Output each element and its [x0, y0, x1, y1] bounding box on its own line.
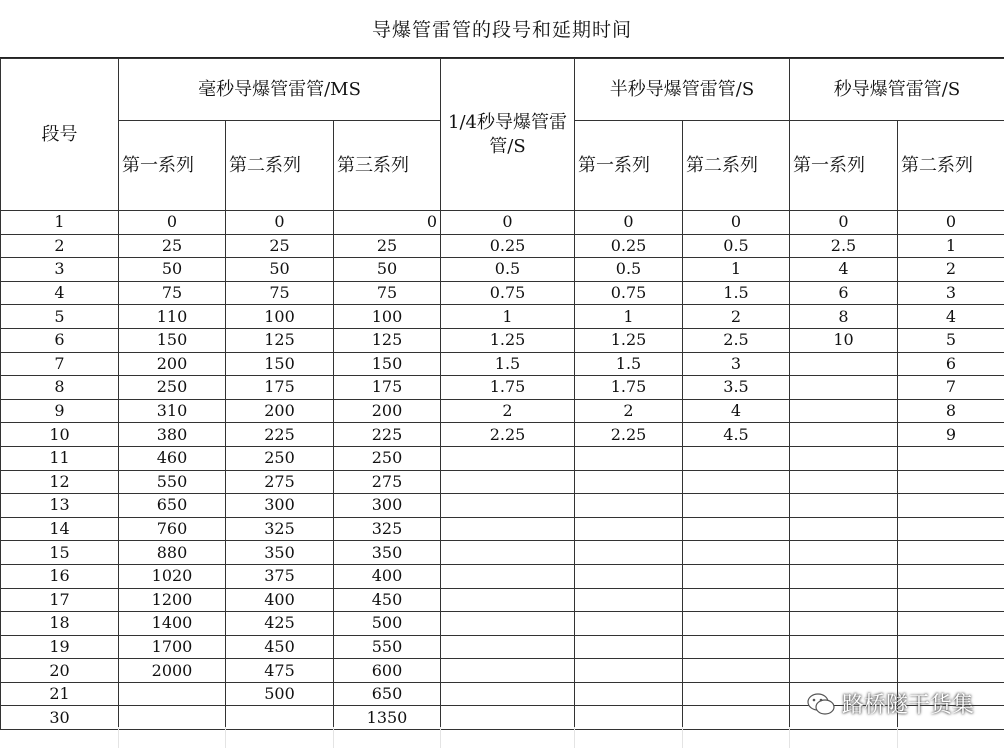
- cell-segment: 9: [1, 399, 119, 423]
- cell-half-series1: 2.25: [575, 423, 683, 447]
- cell-ms-series3: 75: [334, 281, 441, 305]
- cell-half-series1: [575, 682, 683, 706]
- table-row: [1, 612, 1004, 636]
- cell-ms-series1: 1020: [119, 564, 226, 588]
- header-half-series2: 第二系列: [683, 121, 790, 211]
- cell-ms-series3: 600: [334, 659, 441, 683]
- cell-half-series2: 4.5: [683, 423, 790, 447]
- cell-segment: 11: [1, 446, 119, 470]
- table-row: [1, 399, 1004, 423]
- header-ms-series3: 第三系列: [334, 121, 441, 211]
- cell-quarter-second: 2.25: [441, 423, 575, 447]
- cell-ms-series1: 150: [119, 328, 226, 352]
- cell-quarter-second: [441, 541, 575, 565]
- cell-ms-series3: 250: [334, 446, 441, 470]
- table-row: [1, 541, 1004, 565]
- cell-half-series1: [575, 659, 683, 683]
- cell-quarter-second: [441, 659, 575, 683]
- cell-ms-series2: 500: [226, 682, 334, 706]
- cell-s-series2: [898, 517, 1004, 541]
- cell-ms-series2: 50: [226, 258, 334, 282]
- cell-ms-series3: 1350: [334, 706, 441, 730]
- cell-half-series2: 4: [683, 399, 790, 423]
- cell-s-series1: [790, 423, 898, 447]
- cell-s-series2: 2: [898, 258, 1004, 282]
- cell-ms-series1: [119, 682, 226, 706]
- cell-half-series2: [683, 564, 790, 588]
- cell-half-series1: 0.75: [575, 281, 683, 305]
- cell-ms-series3: 200: [334, 399, 441, 423]
- cell-half-series1: 1.25: [575, 328, 683, 352]
- cell-ms-series2: 425: [226, 612, 334, 636]
- cell-quarter-second: [441, 470, 575, 494]
- cell-segment: 4: [1, 281, 119, 305]
- cell-half-series1: [575, 635, 683, 659]
- header-segment: 段号: [1, 59, 119, 211]
- cell-half-series2: 0: [683, 211, 790, 235]
- cell-half-series1: 1.5: [575, 352, 683, 376]
- cell-segment: 21: [1, 682, 119, 706]
- cell-quarter-second: [441, 588, 575, 612]
- cell-half-series1: 1.75: [575, 376, 683, 400]
- cell-segment: 20: [1, 659, 119, 683]
- cell-s-series2: [898, 446, 1004, 470]
- cell-segment: 1: [1, 211, 119, 235]
- cell-half-series2: [683, 541, 790, 565]
- cell-ms-series2: 350: [226, 541, 334, 565]
- cell-s-series2: [898, 659, 1004, 683]
- cell-segment: 13: [1, 494, 119, 518]
- cell-half-series2: 3.5: [683, 376, 790, 400]
- cell-s-series2: [898, 470, 1004, 494]
- cell-ms-series1: 110: [119, 305, 226, 329]
- cell-s-series2: 9: [898, 423, 1004, 447]
- cell-s-series1: [790, 612, 898, 636]
- cell-ms-series1: 75: [119, 281, 226, 305]
- header-quarter-second: 1/4秒导爆管雷管/S: [441, 59, 575, 211]
- cell-ms-series2: 125: [226, 328, 334, 352]
- cell-s-series2: 3: [898, 281, 1004, 305]
- cell-ms-series3: 325: [334, 517, 441, 541]
- cell-ms-series1: 1200: [119, 588, 226, 612]
- cell-half-series2: [683, 470, 790, 494]
- cell-s-series2: [898, 564, 1004, 588]
- cell-half-series1: 1: [575, 305, 683, 329]
- table-row: [1, 328, 1004, 352]
- cell-ms-series3: 400: [334, 564, 441, 588]
- cell-s-series2: 0: [898, 211, 1004, 235]
- cell-quarter-second: 2: [441, 399, 575, 423]
- header-s-series2: 第二系列: [898, 121, 1004, 211]
- cell-ms-series3: 550: [334, 635, 441, 659]
- table-row: [1, 352, 1004, 376]
- cell-half-series1: 2: [575, 399, 683, 423]
- cell-ms-series2: 175: [226, 376, 334, 400]
- cell-half-series2: 2: [683, 305, 790, 329]
- cell-half-series1: [575, 564, 683, 588]
- delay-table: [0, 58, 1004, 730]
- cell-ms-series2: 0: [226, 211, 334, 235]
- cell-half-series2: 3: [683, 352, 790, 376]
- cell-segment: 18: [1, 612, 119, 636]
- cell-s-series1: 8: [790, 305, 898, 329]
- cell-half-series1: [575, 494, 683, 518]
- cell-half-series1: 0.5: [575, 258, 683, 282]
- cell-ms-series1: 550: [119, 470, 226, 494]
- cell-s-series2: 8: [898, 399, 1004, 423]
- table-row: [1, 564, 1004, 588]
- empty-row-gridlines: [0, 727, 1004, 748]
- cell-ms-series2: 225: [226, 423, 334, 447]
- cell-half-series2: [683, 494, 790, 518]
- cell-ms-series3: 100: [334, 305, 441, 329]
- cell-s-series1: 4: [790, 258, 898, 282]
- cell-s-series2: [898, 541, 1004, 565]
- cell-ms-series2: 450: [226, 635, 334, 659]
- cell-ms-series3: 0: [334, 211, 441, 235]
- cell-quarter-second: 0.25: [441, 234, 575, 258]
- cell-half-series2: [683, 612, 790, 636]
- cell-ms-series3: 150: [334, 352, 441, 376]
- table-row: [1, 494, 1004, 518]
- cell-s-series1: 10: [790, 328, 898, 352]
- cell-half-series2: [683, 682, 790, 706]
- cell-segment: 5: [1, 305, 119, 329]
- cell-ms-series3: 500: [334, 612, 441, 636]
- cell-half-series1: [575, 541, 683, 565]
- cell-ms-series2: 25: [226, 234, 334, 258]
- table-row: [1, 258, 1004, 282]
- cell-ms-series1: 880: [119, 541, 226, 565]
- cell-segment: 19: [1, 635, 119, 659]
- cell-quarter-second: [441, 612, 575, 636]
- cell-ms-series3: 275: [334, 470, 441, 494]
- cell-s-series2: 7: [898, 376, 1004, 400]
- cell-s-series1: [790, 588, 898, 612]
- table-row: [1, 423, 1004, 447]
- cell-ms-series2: 275: [226, 470, 334, 494]
- cell-segment: 3: [1, 258, 119, 282]
- cell-segment: 7: [1, 352, 119, 376]
- cell-quarter-second: 0: [441, 211, 575, 235]
- cell-quarter-second: [441, 494, 575, 518]
- cell-segment: 6: [1, 328, 119, 352]
- cell-half-series1: [575, 588, 683, 612]
- header-s-series1: 第一系列: [790, 121, 898, 211]
- table-row: [1, 659, 1004, 683]
- cell-half-series1: [575, 517, 683, 541]
- watermark: [806, 688, 974, 719]
- cell-ms-series3: 350: [334, 541, 441, 565]
- table-row: [1, 635, 1004, 659]
- page-title: 导爆管雷管的段号和延期时间: [0, 0, 1004, 58]
- cell-s-series2: 1: [898, 234, 1004, 258]
- cell-quarter-second: 1: [441, 305, 575, 329]
- cell-ms-series1: 460: [119, 446, 226, 470]
- cell-half-series2: 2.5: [683, 328, 790, 352]
- cell-ms-series3: 175: [334, 376, 441, 400]
- cell-ms-series1: 25: [119, 234, 226, 258]
- table-row: [1, 376, 1004, 400]
- cell-segment: 14: [1, 517, 119, 541]
- header-half-series1: 第一系列: [575, 121, 683, 211]
- cell-half-series1: [575, 470, 683, 494]
- cell-s-series1: 0: [790, 211, 898, 235]
- header-second-group: 秒导爆管雷管/S: [790, 59, 1004, 121]
- cell-quarter-second: 0.75: [441, 281, 575, 305]
- watermark-text: 路桥隧干货集: [841, 693, 974, 718]
- cell-ms-series1: 2000: [119, 659, 226, 683]
- cell-quarter-second: [441, 682, 575, 706]
- cell-s-series1: [790, 376, 898, 400]
- cell-s-series2: 5: [898, 328, 1004, 352]
- cell-quarter-second: 1.25: [441, 328, 575, 352]
- wechat-icon: [806, 691, 836, 717]
- cell-ms-series2: 75: [226, 281, 334, 305]
- cell-s-series1: [790, 541, 898, 565]
- cell-ms-series1: 1700: [119, 635, 226, 659]
- cell-quarter-second: 1.5: [441, 352, 575, 376]
- cell-s-series1: [790, 470, 898, 494]
- cell-ms-series1: 1400: [119, 612, 226, 636]
- table-row: [1, 234, 1004, 258]
- table-row: [1, 281, 1004, 305]
- cell-half-series2: [683, 446, 790, 470]
- cell-ms-series3: 450: [334, 588, 441, 612]
- cell-s-series2: [898, 612, 1004, 636]
- cell-ms-series2: 325: [226, 517, 334, 541]
- cell-ms-series1: 650: [119, 494, 226, 518]
- cell-ms-series2: 150: [226, 352, 334, 376]
- table-row: [1, 470, 1004, 494]
- cell-ms-series3: 650: [334, 682, 441, 706]
- cell-s-series2: 6: [898, 352, 1004, 376]
- header-half-second-group: 半秒导爆管雷管/S: [575, 59, 790, 121]
- cell-s-series1: 2.5: [790, 234, 898, 258]
- cell-ms-series2: 300: [226, 494, 334, 518]
- table-row: [1, 446, 1004, 470]
- table-row: [1, 588, 1004, 612]
- cell-segment: 8: [1, 376, 119, 400]
- cell-half-series2: [683, 517, 790, 541]
- cell-half-series1: 0: [575, 211, 683, 235]
- cell-ms-series2: 100: [226, 305, 334, 329]
- header-ms-series1: 第一系列: [119, 121, 226, 211]
- cell-ms-series2: 250: [226, 446, 334, 470]
- cell-ms-series1: 0: [119, 211, 226, 235]
- cell-half-series2: 1.5: [683, 281, 790, 305]
- cell-segment: 2: [1, 234, 119, 258]
- cell-segment: 10: [1, 423, 119, 447]
- cell-half-series2: [683, 659, 790, 683]
- table-row: [1, 305, 1004, 329]
- cell-quarter-second: 0.5: [441, 258, 575, 282]
- cell-s-series2: [898, 494, 1004, 518]
- cell-ms-series3: 25: [334, 234, 441, 258]
- cell-ms-series2: 475: [226, 659, 334, 683]
- cell-s-series1: [790, 494, 898, 518]
- cell-s-series1: [790, 635, 898, 659]
- cell-s-series1: [790, 659, 898, 683]
- cell-half-series2: [683, 635, 790, 659]
- table-row: [1, 211, 1004, 235]
- cell-half-series1: 0.25: [575, 234, 683, 258]
- cell-ms-series2: 400: [226, 588, 334, 612]
- cell-half-series2: [683, 588, 790, 612]
- cell-half-series1: [575, 446, 683, 470]
- cell-ms-series1: 760: [119, 517, 226, 541]
- cell-segment: 15: [1, 541, 119, 565]
- cell-s-series2: [898, 635, 1004, 659]
- cell-segment: 30: [1, 706, 119, 730]
- cell-quarter-second: [441, 517, 575, 541]
- cell-quarter-second: [441, 635, 575, 659]
- cell-s-series1: [790, 517, 898, 541]
- cell-ms-series3: 125: [334, 328, 441, 352]
- cell-quarter-second: 1.75: [441, 376, 575, 400]
- cell-half-series2: 0.5: [683, 234, 790, 258]
- cell-s-series1: [790, 446, 898, 470]
- cell-ms-series3: 300: [334, 494, 441, 518]
- cell-s-series2: 4: [898, 305, 1004, 329]
- cell-ms-series2: 200: [226, 399, 334, 423]
- cell-ms-series1: 310: [119, 399, 226, 423]
- cell-segment: 16: [1, 564, 119, 588]
- header-ms-group: 毫秒导爆管雷管/MS: [119, 59, 441, 121]
- cell-s-series1: 6: [790, 281, 898, 305]
- cell-segment: 12: [1, 470, 119, 494]
- cell-ms-series1: 250: [119, 376, 226, 400]
- cell-ms-series3: 50: [334, 258, 441, 282]
- cell-half-series1: [575, 612, 683, 636]
- cell-segment: 17: [1, 588, 119, 612]
- cell-s-series2: [898, 588, 1004, 612]
- cell-ms-series1: 50: [119, 258, 226, 282]
- cell-ms-series1: 380: [119, 423, 226, 447]
- cell-ms-series3: 225: [334, 423, 441, 447]
- cell-ms-series2: 375: [226, 564, 334, 588]
- header-ms-series2: 第二系列: [226, 121, 334, 211]
- cell-s-series1: [790, 399, 898, 423]
- cell-half-series2: 1: [683, 258, 790, 282]
- table-row: [1, 517, 1004, 541]
- cell-quarter-second: [441, 564, 575, 588]
- cell-ms-series1: 200: [119, 352, 226, 376]
- cell-s-series1: [790, 564, 898, 588]
- cell-s-series1: [790, 352, 898, 376]
- cell-quarter-second: [441, 446, 575, 470]
